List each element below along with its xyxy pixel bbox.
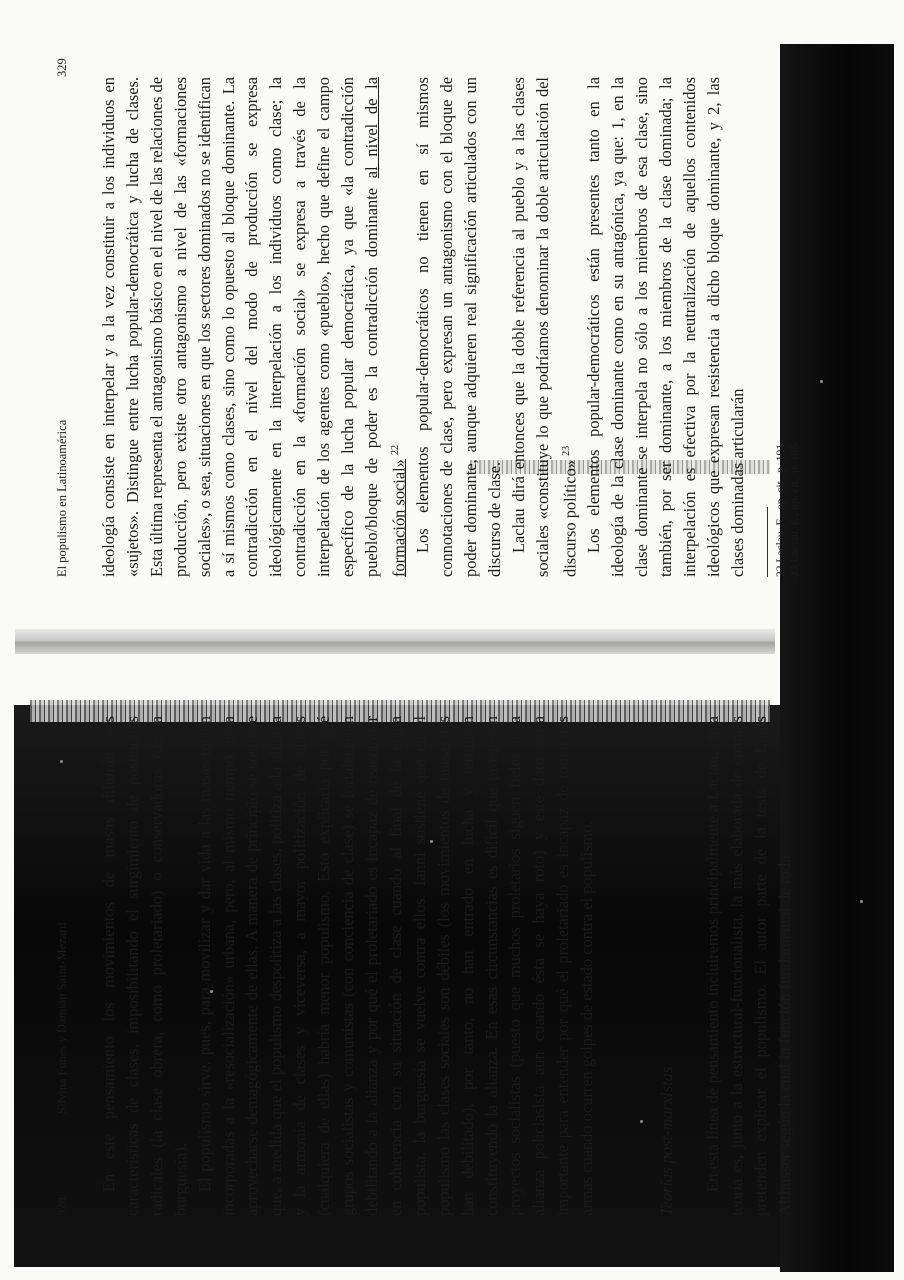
running-head: Silvina Funes y Damián Saint-Mezard	[55, 922, 69, 1114]
paragraph: Los elementos popular-democráticos están presentes tanto en la ideología de la clase dominante como en su antagónica, ya que: 1, en la clase dominante se interpela no sólo a los miembros de esa clase, sino también, por ser dominante, a los miembros de la clase dominada; la interpelación es efectiva por la neutralización de aquellos contenidos ideológicos que expresan resistencia a dicho bloque dominante, y 2, las clases dominadas articularán	[584, 77, 747, 577]
footnote: 22 Laclau, E., op. cit., p. 191.	[775, 440, 788, 577]
underlined-text: al nivel de la formación social»	[361, 77, 409, 577]
body-text	[97, 77, 802, 577]
dust-speck	[820, 380, 823, 383]
page-number: 328	[55, 1197, 69, 1216]
left-page	[15, 654, 794, 1264]
footnote: 23 Laclau, E., op. cit., p. 195.	[789, 440, 802, 577]
book-gutter	[15, 629, 775, 654]
text-span: ideología consiste en interpelar y a la vez constituir a los individuos en «sujetos». Distingue entre lucha popular-democrática y lucha de clases. Esta última representa el antagonismo básico en el nivel de las relaciones de producción, pero existe otro antagonismo a nivel de las «formaciones sociales», o sea, situaciones en que los sectores dominados no se identifican a sí mismos como clases, sino como lo opuesto al bloque dominante. La contradicción en el nivel del modo de producción se expresa ideológicamente en la interpelación a los individuos como clase; la contradicción en la «formación social» se expresa a través de la interpelación de los agentes como «pueblo», hecho que define el campo específico de la lucha popular democrática, ya que «la contradicción pueblo/bloque de poder es la contradicción dominante	[99, 77, 381, 577]
right-page	[15, 29, 802, 629]
paragraph	[97, 77, 411, 577]
rotated-spread	[15, 19, 802, 1264]
paragraph	[507, 77, 582, 577]
paragraph: Los elementos popular-democráticos no tienen en sí mismos connotaciones de clase, pero expresan un antagonismo con el bloque de poder dominante, aunque adquieren real significación articulados con un discurso de clase.	[413, 77, 504, 577]
text-span: Laclau dirá entonces que la doble referencia al pueblo y a las clases sociales «constituye lo que podríamos denominar la doble articulación del discurso político»	[508, 77, 580, 577]
section-subtitle: Teorías post-marxistas	[657, 1066, 677, 1216]
paragraph: En esta línea de pensamiento incluiremos principalmente a Laclau, cuya teoría es, junto a la estructural-funcionalista, la más elaborada de cuantas pretenden explicar el populismo. El autor parte de la tesis de Louis Althusser según la cual la función fundamental de toda	[702, 716, 794, 1216]
footnote-ref: 23	[560, 445, 572, 456]
dust-speck	[860, 900, 863, 903]
paragraph: El populismo sirve, pues, para movilizar y dar vida a las masas recién incorporadas a la «resocialización» urbana, pero, al mismo tiempo, para aprovecharse demagógicamente de ellas. A manera de principio se sostiene que, a medida que el populismo despolitiza a las clases, politiza a la alianza y la armonía de clases y viceversa, a mayor politización de clases (cualquiera de ellas) habría menor populismo. Esto explicaría por qué grupos socialistas y comunistas (con conciencia de clase) se fortalecerían debilitando a la alianza y por qué el proletariado es incapaz de reaccionar en coherencia con su situación de clase cuando al final de la etapa populista, la burguesía se vuelve contra ellos. Ianni sostiene que en el populismo las clases sociales son débiles (los movimientos de masas las han debilitado), por tanto, no han entrado en lucha y terminan constituyendo la alianza. En esas circunstancias es difícil que prosperen proyectos socialistas (puesto que muchos proletarios siguen fieles a la alianza policlasista aun cuando ésta se haya roto) y este dato sería importante para entender por qué el proletariado es incapaz de tomar las armas cuando ocurren golpes de estado contra el populismo.	[194, 716, 597, 1216]
footnote-rule	[767, 507, 768, 577]
body-text	[97, 716, 797, 1216]
running-head: El populismo en Latinoamérica	[55, 419, 69, 577]
page-number: 329	[55, 58, 69, 77]
footnote-ref: 22	[389, 445, 401, 455]
paragraph: En este pensamiento los movimientos de masas diluirán sus características de clases, imposibilitando el surgimiento de posiciones radicales (la clase obrera, como proletariado) o conservadoras (de la burguesía).	[99, 716, 190, 1216]
